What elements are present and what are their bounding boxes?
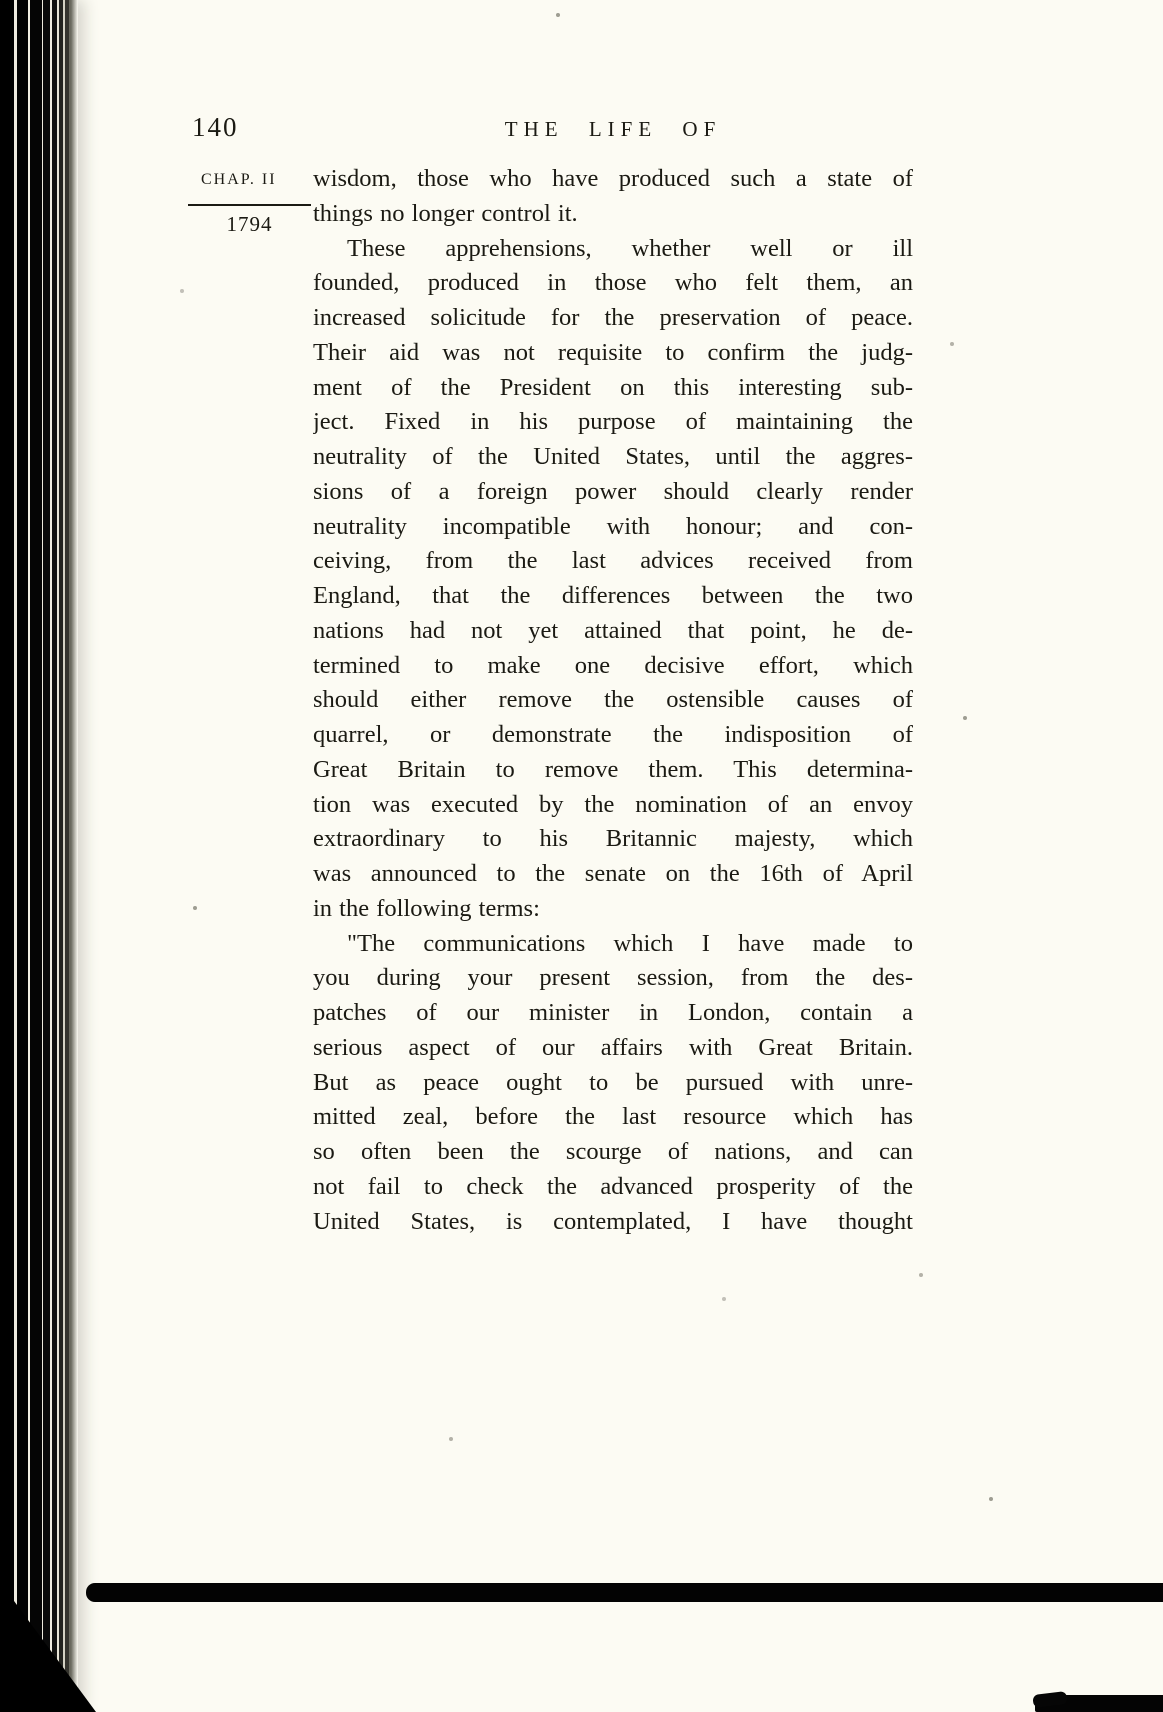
text-line: extraordinary to his Britannic majesty, which <box>313 825 913 853</box>
text-line: termined to make one decisive effort, which <box>313 651 913 679</box>
text-line: nations had not yet attained that point, he de- <box>313 616 913 644</box>
scan-speck <box>989 1497 993 1501</box>
margin-note-rule <box>188 204 311 206</box>
page-bottom-scan-edge <box>86 1583 1163 1602</box>
text-line: founded, produced in those who felt them, an <box>313 269 913 297</box>
text-line: so often been the scourge of nations, and can <box>313 1138 913 1165</box>
page-number: 140 <box>192 112 239 142</box>
text-line: serious aspect of our affairs with Great Britain. <box>313 1033 913 1061</box>
text-line: not fail to check the advanced prosperity of the <box>313 1172 913 1200</box>
text-line: wisdom, those who have produced such a state of <box>313 165 913 192</box>
text-line: quarrel, or demonstrate the indisposition of <box>313 721 913 748</box>
running-head-title: THE LIFE OF <box>504 117 722 141</box>
text-line: Great Britain to remove them. This determina- <box>313 755 913 783</box>
text-line: increased solicitude for the preservation of peace. <box>313 304 913 331</box>
scan-speck <box>963 716 967 720</box>
body-text <box>313 162 913 1239</box>
scan-speck <box>919 1273 923 1277</box>
scan-speck <box>193 906 197 910</box>
text-line: things no longer control it. <box>313 199 578 227</box>
scan-speck <box>556 13 560 17</box>
text-line: But as peace ought to be pursued with unre- <box>313 1068 913 1096</box>
text-line: "The communications which I have made to <box>347 929 913 957</box>
text-line: ject. Fixed in his purpose of maintaining the <box>313 408 913 436</box>
scan-speck <box>449 1437 453 1441</box>
scan-speck <box>950 342 954 346</box>
text-line: ment of the President on this interesting sub- <box>313 373 913 401</box>
text-line: These apprehensions, whether well or ill <box>347 234 913 262</box>
book-spine-scan-edge <box>0 0 78 1712</box>
margin-note-chapter: CHAP. II <box>201 171 277 188</box>
text-line: should either remove the ostensible causes of <box>313 686 913 714</box>
text-line: tion was executed by the nomination of an envoy <box>313 790 913 818</box>
text-line: United States, is contemplated, I have thought <box>313 1207 913 1235</box>
text-line: Their aid was not requisite to confirm the judg- <box>313 338 913 366</box>
margin-note-year: 1794 <box>226 212 273 236</box>
book-spine-scan-edge-foot <box>0 1582 96 1712</box>
text-line: England, that the differences between the two <box>313 582 913 609</box>
scan-speck <box>180 289 184 293</box>
text-line: in the following terms: <box>313 894 540 922</box>
scan-speck <box>722 1297 726 1301</box>
text-line: ceiving, from the last advices received from <box>313 547 913 575</box>
text-line: neutrality incompatible with honour; and con- <box>313 512 913 540</box>
text-line: sions of a foreign power should clearly render <box>313 477 913 505</box>
text-line: mitted zeal, before the last resource which has <box>313 1103 913 1131</box>
text-line: was announced to the senate on the 16th of April <box>313 860 913 887</box>
text-line: patches of our minister in London, contain a <box>313 999 913 1026</box>
text-line: neutrality of the United States, until the aggres- <box>313 443 913 470</box>
text-line: you during your present session, from the des- <box>313 964 913 992</box>
